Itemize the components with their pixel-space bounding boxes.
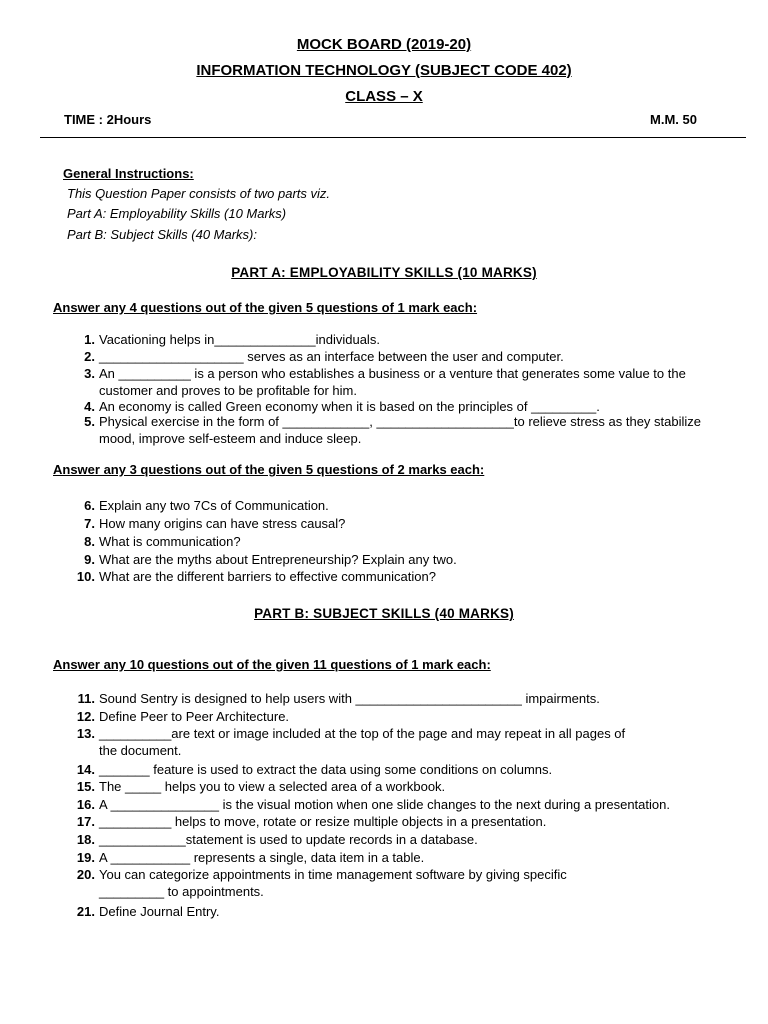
question-text: An __________ is a person who establishes a business or a venture that generates some value to the [99,366,686,381]
question-text: __________are text or image included at the top of the page and may repeat in all pages of [99,726,626,741]
question-item [84,413,724,447]
question-number: 4. [84,399,95,414]
question-item [76,796,724,813]
question-number: 11. [77,691,95,706]
question-number: 19. [76,850,95,865]
question-number: 9. [84,552,95,567]
max-marks-label: M.M. 50 [650,112,697,127]
question-item [76,903,724,920]
section-instruction: Answer any 3 questions out of the given 5 questions of 2 marks each: [53,462,485,477]
question-item [76,778,724,795]
question-text: The _____ helps you to view a selected area of a workbook. [99,779,446,794]
question-text: How many origins can have stress causal? [99,516,346,531]
question-number: 13. [76,726,95,741]
question-text: Physical exercise in the form of ____________, ___________________to relieve stress as they stabilize [99,414,702,429]
question-text-continued: the document. [99,743,182,758]
part-a-heading: PART A: EMPLOYABILITY SKILLS (10 MARKS) [231,265,537,280]
question-text: Vacationing helps in______________individuals. [99,332,380,347]
question-number: 20. [76,867,95,882]
question-text: _______ feature is used to extract the data using some conditions on columns. [99,762,553,777]
paper-title: MOCK BOARD (2019-20) [296,36,472,53]
question-number: 17. [76,814,95,829]
question-item [76,568,724,585]
question-number: 3. [84,366,95,381]
question-item [76,725,691,759]
question-item [77,690,724,707]
question-item [76,708,724,725]
question-item [84,348,724,365]
question-number: 8. [84,534,95,549]
question-item [76,849,724,866]
question-number: 12. [76,709,95,724]
question-text: What are the myths about Entrepreneurship? Explain any two. [99,552,457,567]
instruction-line: Part B: Subject Skills (40 Marks): [67,227,257,242]
question-item [84,515,724,532]
question-number: 5. [84,414,95,429]
question-item [84,497,724,514]
question-item [84,331,724,348]
question-number: 14. [76,762,95,777]
question-text: Define Peer to Peer Architecture. [99,709,290,724]
header-divider [40,137,746,138]
question-number: 21. [76,904,95,919]
question-number: 16. [76,797,95,812]
question-number: 18. [76,832,95,847]
question-item [76,831,724,848]
question-number: 1. [84,332,95,347]
question-number: 6. [84,498,95,513]
question-text: ____________statement is used to update records in a database. [99,832,478,847]
question-text: ____________________ serves as an interface between the user and computer. [99,349,564,364]
section-instruction: Answer any 4 questions out of the given 5 questions of 1 mark each: [53,300,478,315]
question-text: A _______________ is the visual motion when one slide changes to the next during a presentation. [99,797,670,812]
question-text: Sound Sentry is designed to help users with _______________________ impairments. [99,691,600,706]
question-text: A ___________ represents a single, data item in a table. [99,850,425,865]
question-text: Define Journal Entry. [99,904,220,919]
question-number: 15. [76,779,95,794]
question-text-continued: _________ to appointments. [99,884,264,899]
question-text: What are the different barriers to effective communication? [99,569,436,584]
question-text: What is communication? [99,534,241,549]
question-number: 2. [84,349,95,364]
question-item [84,551,724,568]
time-label: TIME : 2Hours [64,112,152,127]
instruction-line: This Question Paper consists of two parts viz. [67,186,330,201]
question-item [84,365,724,399]
subject-title: INFORMATION TECHNOLOGY (SUBJECT CODE 402) [196,62,572,79]
question-text-continued: mood, improve self-esteem and induce sleep. [99,431,362,446]
question-text-continued: customer and proves to be profitable for him. [99,383,357,398]
question-text: Explain any two 7Cs of Communication. [99,498,329,513]
instruction-line: Part A: Employability Skills (10 Marks) [67,206,287,221]
question-number: 10. [76,569,95,584]
question-number: 7. [84,516,95,531]
class-title: CLASS – X [345,88,423,105]
question-text: You can categorize appointments in time management software by giving specific [99,867,567,882]
question-item [76,813,724,830]
part-b-heading: PART B: SUBJECT SKILLS (40 MARKS) [254,606,514,621]
section-instruction: Answer any 10 questions out of the given 11 questions of 1 mark each: [53,657,491,672]
question-text: __________ helps to move, rotate or resize multiple objects in a presentation. [99,814,547,829]
question-text: An economy is called Green economy when it is based on the principles of _________. [99,399,600,414]
question-item [76,761,724,778]
question-item [76,866,682,900]
question-item [84,533,724,550]
instructions-heading: General Instructions: [63,166,194,181]
